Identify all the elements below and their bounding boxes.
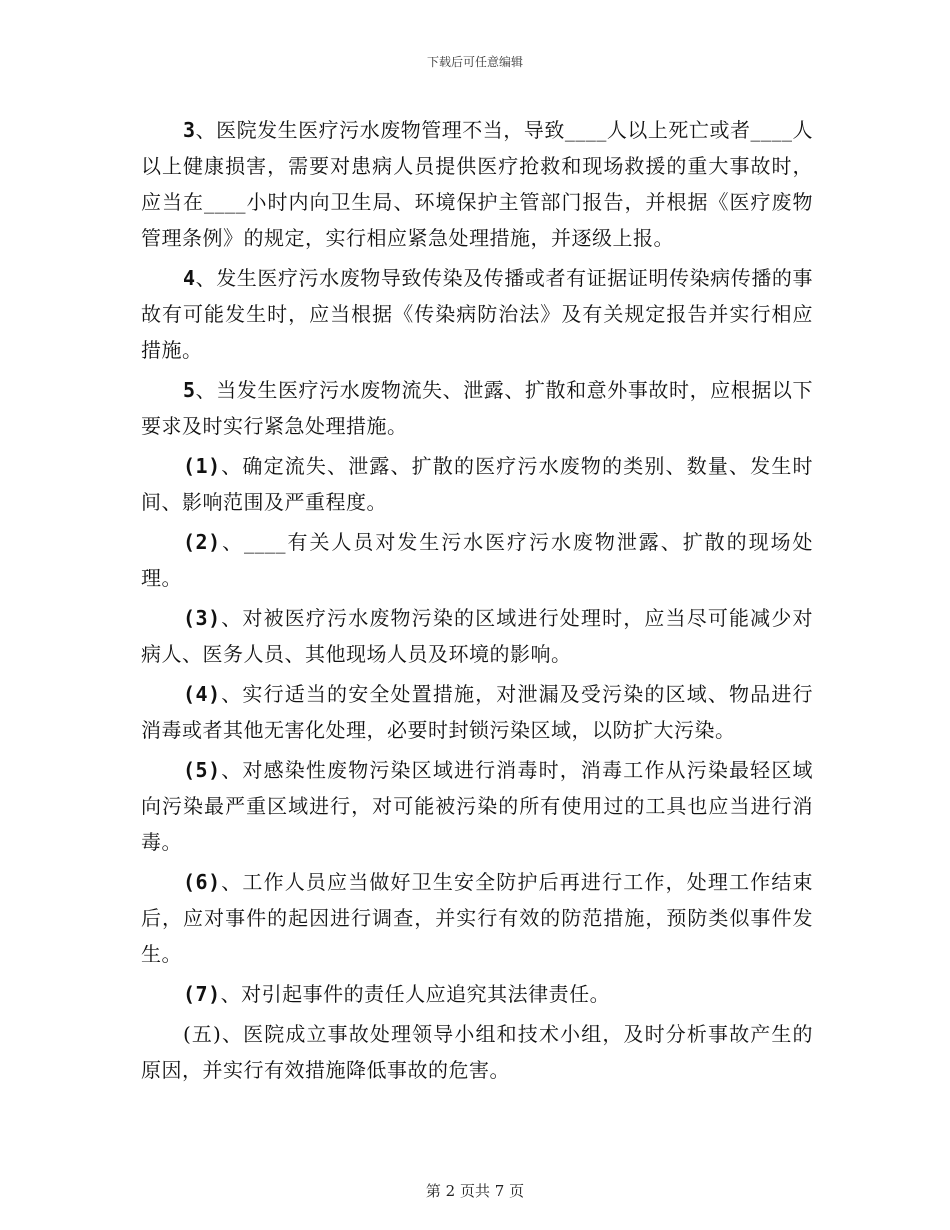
paragraph-text: (五)、医院成立事故处理领导小组和技术小组，及时分析事故产生的原因，并实行有效措施降低事故的危害。 [141, 1022, 813, 1082]
paragraph-number: (2) [183, 530, 221, 554]
paragraph-subitem-7 [141, 976, 813, 1012]
paragraph-item-3 [141, 112, 813, 256]
paragraph-section-5 [141, 1016, 813, 1088]
paragraph-text: 、确定流失、泄露、扩散的医疗污水废物的类别、数量、发生时间、影响范围及严重程度。 [141, 454, 813, 514]
paragraph-number: 4 [183, 266, 196, 290]
paragraph-subitem-6 [141, 864, 813, 972]
paragraph-number: 5 [183, 378, 196, 402]
paragraph-subitem-2 [141, 524, 813, 596]
paragraph-text: 、实行适当的安全处置措施，对泄漏及受污染的区域、物品进行消毒或者其他无害化处理，必要时封锁污染区域，以防扩大污染。 [141, 682, 813, 742]
paragraph-subitem-3 [141, 600, 813, 672]
paragraph-number: (1) [183, 454, 221, 478]
paragraph-text: 、____有关人员对发生污水医疗污水废物泄露、扩散的现场处理。 [141, 530, 813, 590]
paragraph-text: 、对感染性废物污染区域进行消毒时，消毒工作从污染最轻区域向污染最严重区域进行，对可能被污染的所有使用过的工具也应当进行消毒。 [141, 758, 813, 854]
paragraph-text: 、当发生医疗污水废物流失、泄露、扩散和意外事故时，应根据以下要求及时实行紧急处理措施。 [141, 378, 813, 438]
paragraph-number: (5) [183, 758, 221, 782]
paragraph-text: 、发生医疗污水废物导致传染及传播或者有证据证明传染病传播的事故有可能发生时，应当根据《传染病防治法》及有关规定报告并实行相应措施。 [141, 266, 813, 362]
page-number-footer: 第 2 页共 7 页 [425, 1182, 525, 1200]
paragraph-number: (4) [183, 682, 221, 706]
document-body [141, 112, 813, 1092]
paragraph-number: (6) [183, 870, 221, 894]
paragraph-text: 、对被医疗污水废物污染的区域进行处理时，应当尽可能减少对病人、医务人员、其他现场人员及环境的影响。 [141, 606, 813, 666]
paragraph-number: (7) [183, 982, 221, 1006]
paragraph-subitem-1 [141, 448, 813, 520]
paragraph-number: (3) [183, 606, 221, 630]
paragraph-item-5 [141, 372, 813, 444]
header-note: 下载后可任意编辑 [426, 55, 523, 69]
paragraph-subitem-4 [141, 676, 813, 748]
paragraph-item-4 [141, 260, 813, 368]
paragraph-text: 、医院发生医疗污水废物管理不当，导致____人以上死亡或者____人以上健康损害，需要对患病人员提供医疗抢救和现场救援的重大事故时，应当在____小时内向卫生局、环境保护主管部门报告，并根据《医疗废物管理条例》的规定，实行相应紧急处理措施，并逐级上报。 [141, 118, 813, 250]
paragraph-text: 、对引起事件的责任人应追究其法律责任。 [220, 982, 611, 1006]
paragraph-subitem-5 [141, 752, 813, 860]
paragraph-text: 、工作人员应当做好卫生安全防护后再进行工作，处理工作结束后，应对事件的起因进行调查，并实行有效的防范措施，预防类似事件发生。 [141, 870, 813, 966]
paragraph-number: 3 [183, 118, 196, 142]
